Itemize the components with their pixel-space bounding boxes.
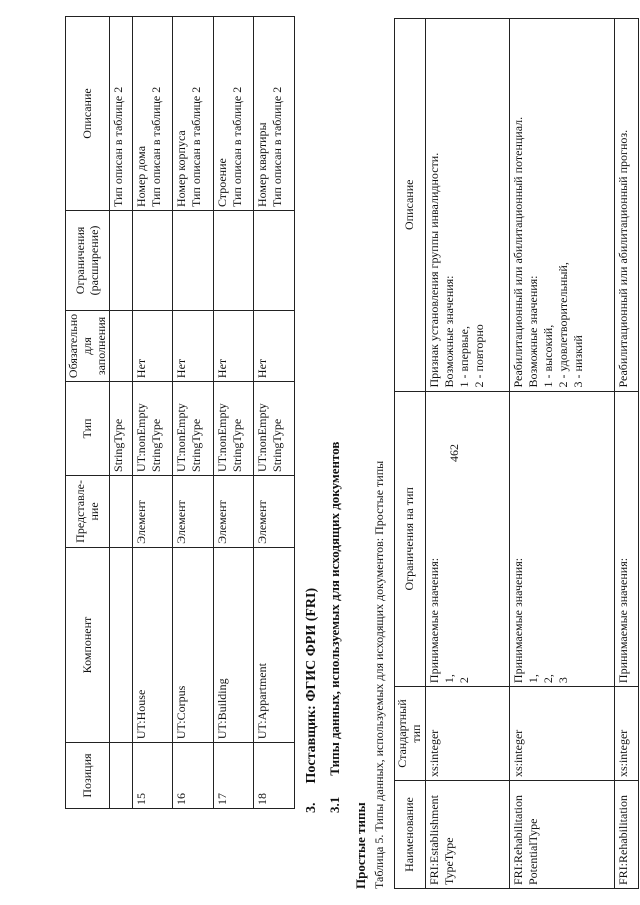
cell-type: StringType — [110, 382, 132, 476]
cell-type: UT:nonEmpty StringType — [254, 382, 295, 476]
cell-type: UT:nonEmpty StringType — [132, 382, 173, 476]
cell-required: Нет — [132, 310, 173, 381]
simple-types-table — [394, 18, 639, 889]
cell-component: UT:Corpus — [173, 547, 214, 742]
section-title: Поставщик: ФГИС ФРИ (FRI) — [304, 587, 319, 784]
cell-description: Номер дома Тип описан в таблице 2 — [132, 17, 173, 211]
cell-type-restrictions: Принимаемые значения: — [614, 391, 638, 687]
cell-position: 17 — [213, 743, 254, 809]
cell-name: FRI:Establishment TypeType — [425, 781, 510, 889]
section-number: 3. — [304, 802, 319, 813]
cell-representation: Элемент — [213, 475, 254, 547]
cell-component: UT:Building — [213, 547, 254, 742]
page-number: 462 — [447, 444, 461, 462]
table-row — [132, 17, 173, 809]
table-row — [173, 17, 214, 809]
cell-type-restrictions: Принимаемые значения: 1, 2, 3 — [510, 391, 615, 687]
simple-types-heading: Простые типы — [353, 802, 368, 889]
table-row — [213, 17, 254, 809]
header-component: Компонент — [66, 547, 110, 742]
cell-position — [110, 743, 132, 809]
cell-representation: Элемент — [132, 475, 173, 547]
subsection-title: Типы данных, используемых для исходящих документов — [327, 441, 342, 776]
cell-restrictions — [110, 211, 132, 311]
cell-restrictions — [173, 211, 214, 311]
cell-restrictions — [213, 211, 254, 311]
cell-standard-type: xs:integer — [614, 687, 638, 781]
subsection-heading — [327, 442, 343, 813]
cell-description: Номер корпуса Тип описан в таблице 2 — [173, 17, 214, 211]
cell-description: Тип описан в таблице 2 — [110, 17, 132, 211]
header-representation: Представле-ние — [66, 475, 110, 547]
subsection-number: 3.1 — [327, 796, 342, 813]
header-name: Наименование — [395, 781, 426, 889]
cell-position: 16 — [173, 743, 214, 809]
header-description: Описание — [66, 17, 110, 211]
cell-type: UT:nonEmpty StringType — [213, 382, 254, 476]
cell-standard-type: xs:integer — [510, 687, 615, 781]
cell-description: Признак установления группы инвалидности. Возможные значения: 1 - впервые, 2 - повторно — [425, 19, 510, 392]
header-type-restrictions: Ограничения на тип — [395, 391, 426, 687]
cell-restrictions — [254, 211, 295, 311]
cell-representation — [110, 475, 132, 547]
cell-description: Реабилитационный или абилитационный потенциал. Возможные значения: 1 - высокий, 2 - удовлетворительный, 3 - низкий — [510, 19, 615, 392]
cell-component: UT:Appartment — [254, 547, 295, 742]
cell-description: Реабилитационный или абилитационный прогноз. — [614, 19, 638, 392]
cell-representation: Элемент — [254, 475, 295, 547]
cell-representation: Элемент — [173, 475, 214, 547]
table-header-row — [395, 19, 426, 889]
cell-description: Строение Тип описан в таблице 2 — [213, 17, 254, 211]
cell-type: UT:nonEmpty StringType — [173, 382, 214, 476]
header-required: Обязательно для заполнения — [66, 310, 110, 381]
header-type: Тип — [66, 382, 110, 476]
cell-position: 15 — [132, 743, 173, 809]
cell-name: FRI:Rehabilitation PotentialType — [510, 781, 615, 889]
header-restrictions: Ограничения (расширение) — [66, 211, 110, 311]
table-row — [425, 19, 510, 889]
cell-component — [110, 547, 132, 742]
table-header-row — [66, 17, 110, 809]
cell-description: Номер квартиры Тип описан в таблице 2 — [254, 17, 295, 211]
cell-standard-type: xs:integer — [425, 687, 510, 781]
cell-required: Нет — [213, 310, 254, 381]
table-row — [614, 19, 638, 889]
header-description: Описание — [395, 19, 426, 392]
cell-required — [110, 310, 132, 381]
table-row — [254, 17, 295, 809]
cell-restrictions — [132, 211, 173, 311]
header-standard-type: Стандартный тип — [395, 687, 426, 781]
cell-type-restrictions: Принимаемые значения: 1, 2 — [425, 391, 510, 687]
header-position: Позиция — [66, 743, 110, 809]
cell-component: UT:House — [132, 547, 173, 742]
cell-required: Нет — [173, 310, 214, 381]
cell-position: 18 — [254, 743, 295, 809]
section-heading — [304, 588, 320, 813]
table-caption: Таблица 5. Типы данных, используемых для исходящих документов: Простые типы — [372, 460, 386, 889]
table-row — [510, 19, 615, 889]
cell-required: Нет — [254, 310, 295, 381]
cell-name: FRI:Rehabilitation — [614, 781, 638, 889]
table-row — [110, 17, 132, 809]
components-table — [65, 16, 295, 809]
